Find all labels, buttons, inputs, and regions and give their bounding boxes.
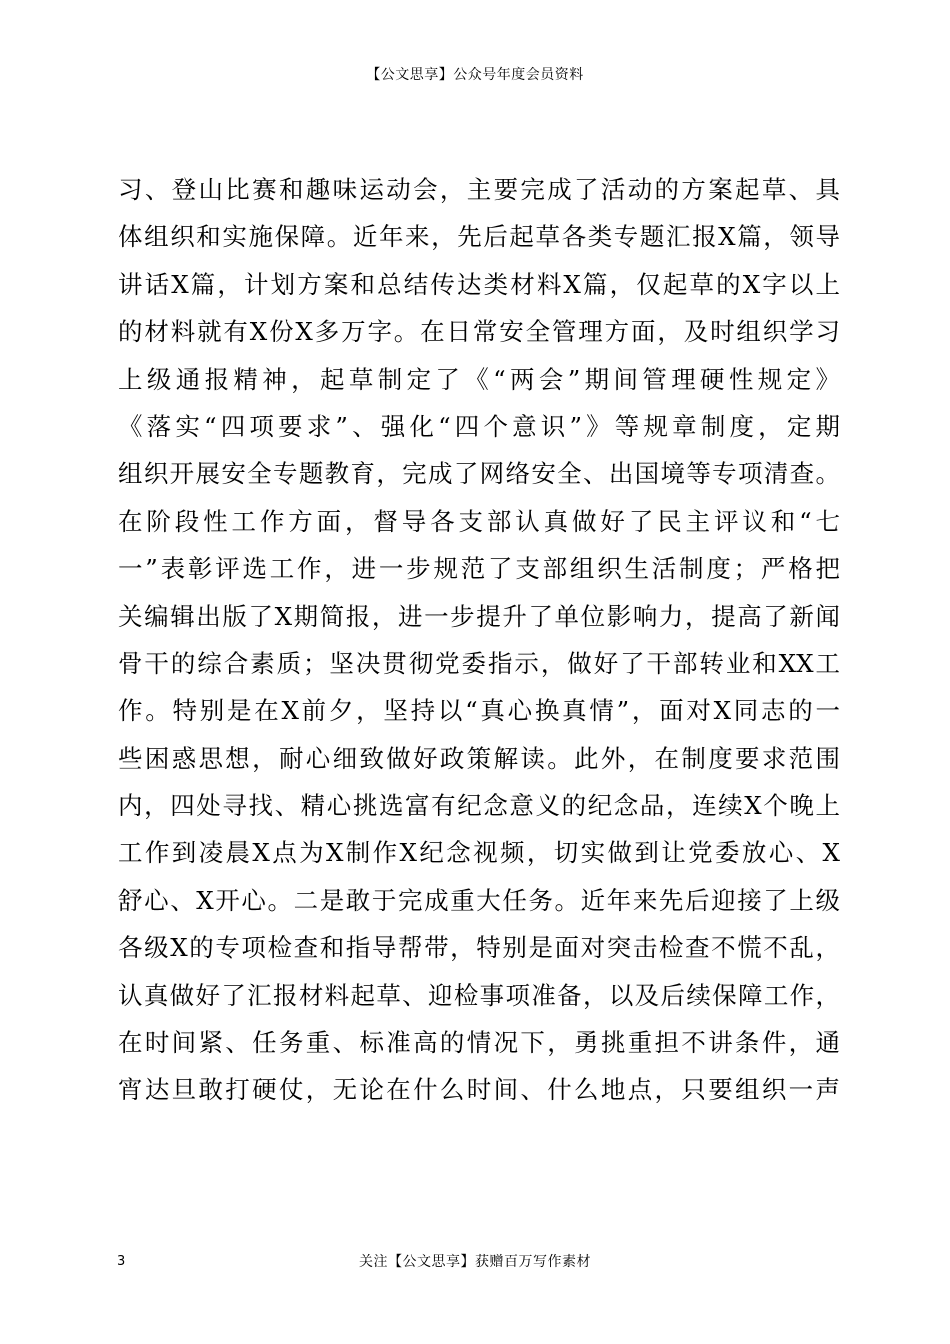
text-line: 《落实“四项要求”、强化“四个意识”》等规章制度，定期	[118, 411, 840, 441]
text-line: 上级通报精神，起草制定了《“两会”期间管理硬性规定》	[118, 364, 840, 394]
text-line: 各级X的专项检查和指导帮带，特别是面对突击检查不慌不乱，	[118, 933, 840, 963]
text-line: 宵达旦敢打硬仗，无论在什么时间、什么地点，只要组织一声	[118, 1075, 840, 1105]
text-line: 习、登山比赛和趣味运动会，主要完成了活动的方案起草、具	[118, 175, 840, 204]
text-line: 体组织和实施保障。近年来，先后起草各类专题汇报X篇，领导	[118, 222, 840, 252]
footer-text: 关注【公文思享】获赠百万写作素材	[359, 1254, 591, 1270]
text-line: 讲话X篇，计划方案和总结传达类材料X篇，仅起草的X字以上	[118, 269, 840, 299]
text-line: 关编辑出版了X期简报，进一步提升了单位影响力，提高了新闻	[118, 601, 840, 631]
text-line: 骨干的综合素质；坚决贯彻党委指示，做好了干部转业和XX工	[118, 648, 840, 678]
text-line: 内，四处寻找、精心挑选富有纪念意义的纪念品，连续X个晚上	[118, 791, 840, 821]
text-line: 舒心、X开心。二是敢于完成重大任务。近年来先后迎接了上级	[118, 885, 840, 915]
text-line: 作。特别是在X前夕，坚持以“真心换真情”，面对X同志的一	[118, 696, 840, 726]
page-header: 【公文思享】公众号年度会员资料	[366, 67, 584, 83]
text-line: 认真做好了汇报材料起草、迎检事项准备，以及后续保障工作，	[118, 980, 840, 1010]
page-number: 3	[117, 1254, 126, 1269]
page-footer	[0, 1253, 950, 1271]
text-line: 的材料就有X份X多万字。在日常安全管理方面，及时组织学习	[118, 317, 840, 347]
text-line: 工作到凌晨X点为X制作X纪念视频，切实做到让党委放心、X	[118, 838, 840, 868]
text-line: 些困惑思想，耐心细致做好政策解读。此外，在制度要求范围	[118, 743, 840, 773]
body-text	[118, 166, 840, 1114]
text-line: 组织开展安全专题教育，完成了网络安全、出国境等专项清查。	[118, 459, 840, 489]
text-line: 在阶段性工作方面，督导各支部认真做好了民主评议和“七	[118, 506, 840, 536]
text-line: 在时间紧、任务重、标准高的情况下，勇挑重担不讲条件，通	[118, 1028, 840, 1058]
text-line: 一”表彰评选工作，进一步规范了支部组织生活制度；严格把	[118, 554, 840, 584]
